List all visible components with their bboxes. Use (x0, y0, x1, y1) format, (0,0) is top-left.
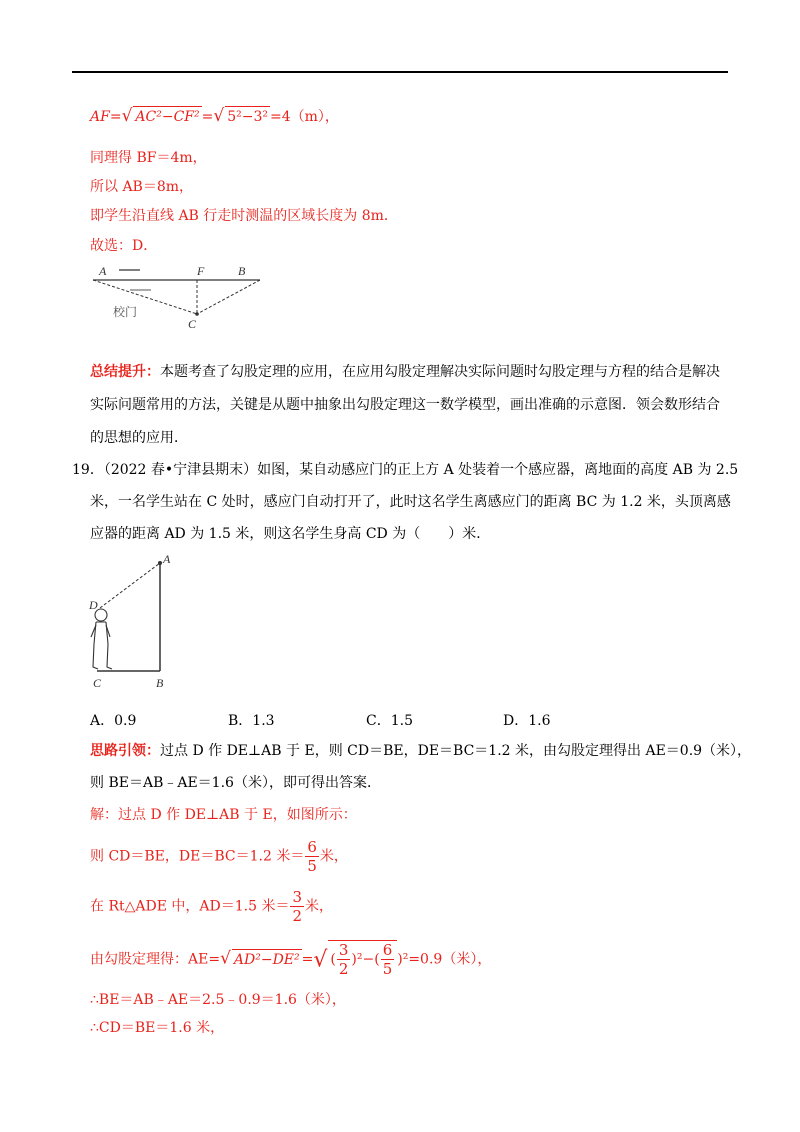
hint-line-1 (90, 741, 751, 761)
gate-diagram (85, 262, 270, 334)
frac-den: 2 (292, 907, 302, 925)
hint-line-2: 则 BE＝AB﹣AE＝1.6（米），即可得出答案． (90, 775, 381, 791)
sqrt-sign: √ (220, 948, 231, 969)
label-c: C (93, 676, 102, 690)
ab-line: 所以 AB＝8m， (90, 179, 194, 195)
fraction-three-halves (290, 888, 304, 925)
line-ac (93, 280, 197, 314)
af-radicand-2: 5²−3² (225, 106, 270, 127)
label-f: F (197, 264, 205, 278)
line-da (100, 563, 160, 608)
option-c[interactable]: C．1.5 (366, 713, 413, 729)
sqrt-sign: √ (213, 106, 225, 126)
frac-num: 6 (382, 941, 393, 959)
af-prefix: AF= (90, 109, 122, 125)
sqrt-sign-large: √ (313, 947, 328, 973)
label-gate: 校门 (113, 305, 138, 319)
fraction-six-fifths-2 (381, 941, 395, 978)
header-rule (72, 71, 728, 73)
af-result: =4（m）， (269, 109, 339, 125)
cd-line (90, 838, 348, 875)
summary-heading: 总结提升： (90, 364, 160, 380)
fraction-six-fifths (305, 838, 319, 875)
summary-line-1 (90, 362, 720, 382)
frac-den: 5 (307, 857, 317, 875)
label-b: B (156, 676, 164, 690)
label-c: C (188, 317, 197, 331)
af-radicand-1: AC²−CF² (133, 106, 201, 127)
option-d[interactable]: D．1.6 (503, 713, 551, 729)
label-a: A (163, 552, 171, 566)
ae-radicand: AD²−DE² (232, 949, 302, 970)
frac-den: 5 (382, 960, 393, 978)
bf-line: 同理得 BF＝4m， (90, 150, 207, 166)
ade-line (90, 888, 333, 925)
frac-den: 2 (338, 960, 349, 978)
ade-suffix: 米， (305, 898, 333, 915)
label-a: A (99, 264, 107, 278)
ade-prefix: 在 Rt△ADE 中，AD＝1.5 米＝ (90, 898, 290, 915)
ae-radicand-2: ( $\frac{3}{2}$ )²−( $\frac{6}{5}$ (328, 940, 397, 978)
option-a[interactable]: A．0.9 (90, 713, 137, 729)
student-legs (93, 644, 112, 669)
conclusion-line: 即学生沿直线 AB 行走时测温的区域长度为 8m． (90, 208, 398, 224)
question-19-line-2: 米，一名学生站在 C 处时，感应门自动打开了，此时这名学生离感应门的距离 BC 为 1.2 米，头顶离感 (90, 494, 731, 510)
sensor-door-diagram (85, 545, 185, 690)
frac-num: 6 (307, 838, 317, 856)
fraction-three-halves-2 (337, 941, 351, 978)
solution-intro: 解：过点 D 作 DE⊥AB 于 E，如图所示： (90, 807, 357, 823)
question-19-line-3: 应器的距离 AD 为 1.5 米，则这名学生身高 CD 为（ ）米． (90, 526, 491, 542)
af-mid: = (201, 109, 214, 125)
ae-minus: )²−( (351, 951, 380, 968)
summary-text-1: 本题考查了勾股定理的应用，在应用勾股定理解决实际问题时勾股定理与方程的结合是解决 (160, 364, 720, 380)
ae-line (90, 940, 491, 978)
ae-prefix: 由勾股定理得：AE= (90, 951, 221, 968)
frac-num: 3 (292, 888, 302, 906)
answer-line: 故选：D． (90, 238, 158, 254)
sensor-point-a (158, 561, 162, 565)
summary-line-2: 实际问题常用的方法，关键是从题中抽象出勾股定理这一数学模型，画出准确的示意图．领会数形结合 (90, 397, 720, 413)
cd-suffix: 米， (319, 848, 348, 865)
af-equation (90, 106, 339, 127)
frac-num: 3 (338, 941, 349, 959)
sqrt-sign: √ (121, 106, 133, 126)
label-d: D (89, 598, 98, 612)
label-b: B (238, 264, 246, 278)
hint-text-1: 过点 D 作 DE⊥AB 于 E，则 CD＝BE，DE＝BC＝1.2 米，由勾股定理得出 AE＝0.9（米）， (160, 743, 752, 759)
student-figure (91, 609, 112, 669)
line-bc (197, 280, 260, 314)
question-19-line-1: 19．（2022 春•宁津县期末）如图，某自动感应门的正上方 A 处装着一个感应器，离地面的高度 AB 为 2.5 (72, 462, 739, 478)
cd-prefix: 则 CD＝BE，DE＝BC＝1.2 米＝ (90, 848, 305, 865)
option-b[interactable]: B．1.3 (228, 713, 275, 729)
ae-result: )²=0.9（米）， (397, 951, 492, 968)
ae-eq: = (301, 951, 314, 968)
be-line: ∴BE＝AB﹣AE＝2.5﹣0.9＝1.6（米）， (90, 992, 346, 1008)
point-c (195, 312, 199, 316)
hint-heading: 思路引领： (90, 743, 160, 759)
summary-line-3: 的思想的应用． (90, 430, 188, 446)
cd-final-line: ∴CD＝BE＝1.6 米， (90, 1020, 225, 1036)
